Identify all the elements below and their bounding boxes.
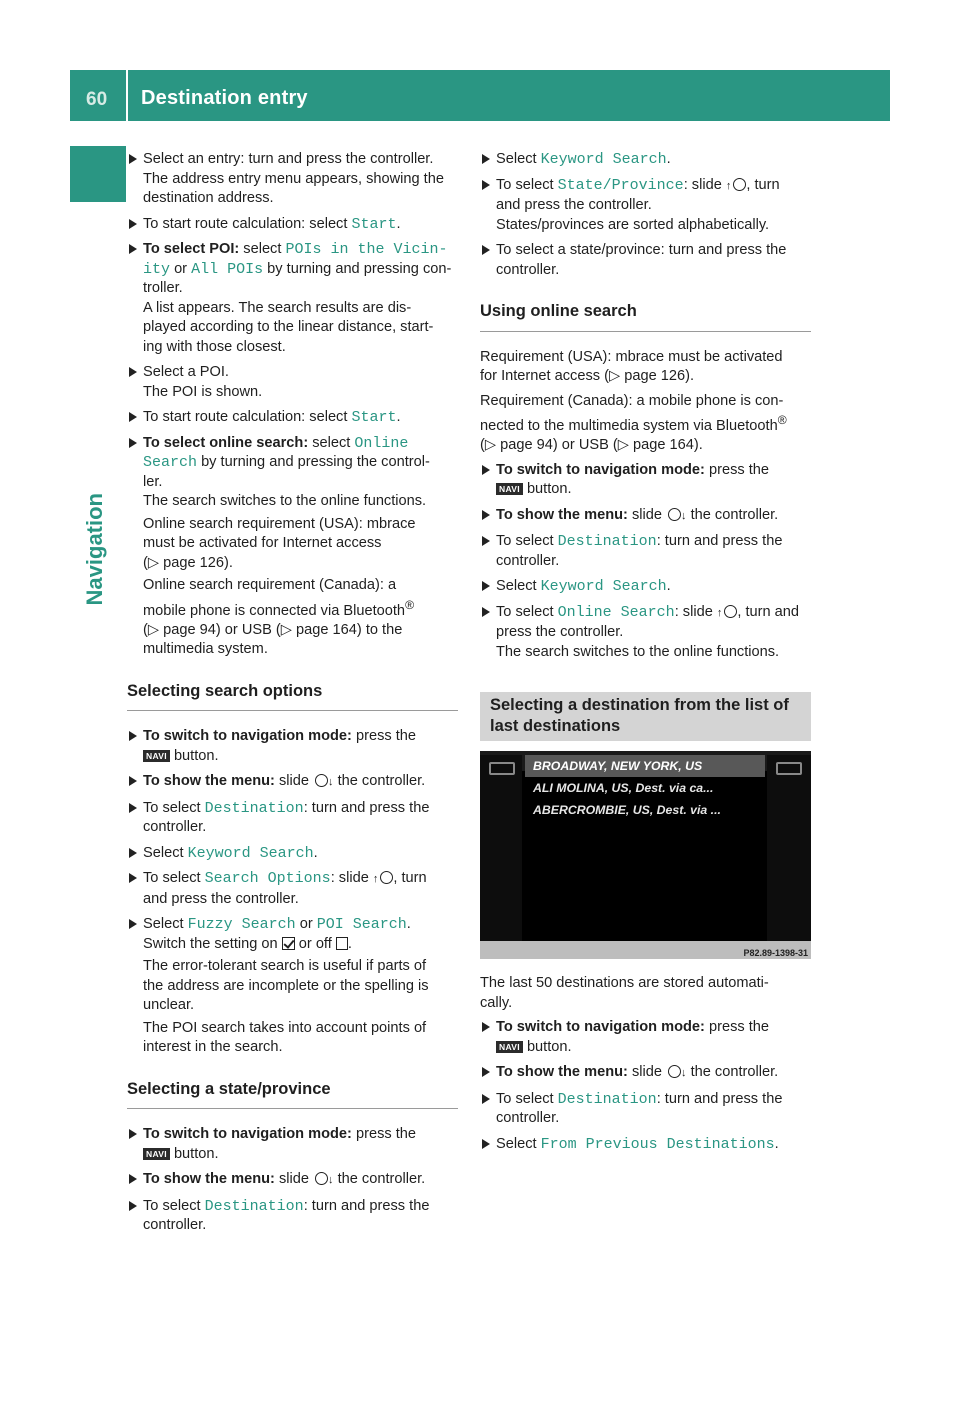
slide-down-icon: ↓ <box>681 509 687 522</box>
step-arrow-icon <box>482 510 490 520</box>
step-arrow-icon <box>482 465 490 475</box>
step-state-province: To select State/Province: slide ↑ , turn and press the controller. States/provinces are sorted alphabetically. <box>480 176 811 236</box>
step-arrow-icon <box>482 1094 490 1104</box>
menu-item-destination: Destination <box>204 1197 304 1215</box>
menu-item-fuzzy-search: Fuzzy Search <box>187 916 296 934</box>
step-arrow-icon <box>129 776 137 786</box>
step-nav-mode: To switch to navigation mode: press the NAVI button. <box>127 727 458 766</box>
step-arrow-icon <box>129 848 137 858</box>
step-keyword-search-r2: Select Keyword Search. <box>480 577 811 597</box>
step-show-menu-r2: To show the menu: slide ↓ the controller. <box>480 1063 811 1084</box>
image-code: P82.89-1398-31 <box>743 948 808 959</box>
step-arrow-icon <box>129 1201 137 1211</box>
destination-list-item: BROADWAY, NEW YORK, US <box>525 755 765 777</box>
back-icon <box>776 762 802 775</box>
step-arrow-icon <box>129 367 137 377</box>
slide-up-icon: ↑ <box>725 179 732 192</box>
menu-item-from-previous-destinations: From Previous Destinations <box>540 1135 775 1153</box>
step-show-menu-2: To show the menu: slide ↓ the controller. <box>127 1170 458 1191</box>
navi-button-icon: NAVI <box>143 750 170 762</box>
step-start-route-2: To start route calculation: select Start. <box>127 408 458 428</box>
step-arrow-icon <box>129 244 137 254</box>
destination-list-item: ABERCROMBIE, US, Dest. via ... <box>533 803 721 818</box>
controller-icon <box>315 774 328 787</box>
step-arrow-icon <box>482 536 490 546</box>
checkbox-empty-icon <box>336 937 348 950</box>
page-header <box>70 70 890 121</box>
navi-button-icon: NAVI <box>496 483 523 495</box>
menu-item-destination: Destination <box>557 1090 657 1108</box>
controller-icon <box>315 1172 328 1185</box>
controller-icon <box>380 871 393 884</box>
step-select-a-poi: Select a POI. The POI is shown. <box>127 363 458 402</box>
controller-icon <box>668 508 681 521</box>
display-screenshot <box>480 751 811 959</box>
step-fuzzy-poi-search: Select Fuzzy Search or POI Search. Switch the setting on or off . The error-tolerant search is useful if parts of the address are incomplete or the spelling is unclear. The POI search takes into account points of interest in the search. <box>127 915 458 1058</box>
step-arrow-icon <box>129 919 137 929</box>
menu-item-search-options: Search Options <box>204 870 331 888</box>
section-heading-last-destinations: Selecting a destination from the list of last destinations <box>480 692 811 741</box>
menu-item-destination: Destination <box>204 799 304 817</box>
step-arrow-icon <box>482 180 490 190</box>
step-arrow-icon <box>129 873 137 883</box>
step-nav-mode-2: To switch to navigation mode: press the NAVI button. <box>127 1125 458 1164</box>
navi-button-icon: NAVI <box>496 1041 523 1053</box>
step-select-destination-r: To select Destination: turn and press the controller. <box>480 532 811 571</box>
header-divider <box>126 70 128 121</box>
step-nav-mode-r: To switch to navigation mode: press the NAVI button. <box>480 461 811 500</box>
destination-list <box>525 755 765 821</box>
chapter-label: Navigation <box>82 493 107 606</box>
step-select-poi: To select POI: select POIs in the Vicin‐ ity or All POIs by turning and pressing con- troller. A list appears. The search results are dis- played according to the linear distance, start- ing with those closest. <box>127 240 458 357</box>
menu-item-start: Start <box>351 409 397 426</box>
step-arrow-icon <box>482 607 490 617</box>
menu-item-pois-vicinity: POIs in the Vicin‐ <box>285 241 448 258</box>
requirement-usa: Requirement (USA): mbrace must be activated for Internet access (▷ page 126). <box>480 348 783 384</box>
slide-down-icon: ↓ <box>681 1067 687 1080</box>
requirement-canada: Requirement (Canada): a mobile phone is con- nected to the multimedia system via Bluetooth® (▷ page 94) or USB (▷ page 164). <box>480 392 787 454</box>
step-start-route: To start route calculation: select Start. <box>127 215 458 235</box>
step-online-search-r: To select Online Search: slide ↑ , turn and press the controller. The search switches to the online functions. <box>480 603 811 663</box>
step-select-destination: To select Destination: turn and press the controller. <box>127 799 458 838</box>
step-search-options: To select Search Options: slide ↑ , turn and press the controller. <box>127 869 458 909</box>
menu-item-destination: Destination <box>557 533 657 551</box>
step-arrow-icon <box>129 1129 137 1139</box>
step-nav-mode-r2: To switch to navigation mode: press the NAVI button. <box>480 1018 811 1057</box>
step-arrow-icon <box>482 245 490 255</box>
menu-item-start: Start <box>351 215 397 233</box>
checkbox-checked-icon <box>282 937 295 950</box>
step-select-destination-r2: To select Destination: turn and press the controller. <box>480 1090 811 1129</box>
navi-button-icon: NAVI <box>143 1148 170 1160</box>
step-arrow-icon <box>129 803 137 813</box>
menu-item-poi-search: POI Search <box>316 916 407 934</box>
section-heading-state-province: Selecting a state/province <box>127 1080 458 1110</box>
step-arrow-icon <box>482 1022 490 1032</box>
step-arrow-icon <box>129 412 137 422</box>
step-show-menu-r: To show the menu: slide ↓ the controller. <box>480 506 811 527</box>
step-arrow-icon <box>482 1067 490 1077</box>
slide-down-icon: ↓ <box>328 1174 334 1187</box>
menu-item-keyword-search: Keyword Search <box>187 844 314 862</box>
step-select-entry: Select an entry: turn and press the controller. The address entry menu appears, showing the destination address. <box>127 150 458 209</box>
step-keyword-search: Select Keyword Search. <box>127 844 458 864</box>
step-arrow-icon <box>482 581 490 591</box>
display-left-panel <box>480 755 522 941</box>
display-right-panel <box>767 755 811 941</box>
section-heading-search-options: Selecting search options <box>127 682 458 712</box>
menu-item-online-search: Online <box>354 434 409 452</box>
step-arrow-icon <box>482 1139 490 1149</box>
menu-item-keyword-search: Keyword Search <box>540 578 667 596</box>
last-destinations-note: The last 50 destinations are stored automati- cally. <box>480 975 769 1011</box>
step-arrow-icon <box>129 438 137 448</box>
image-caption-bar <box>480 941 811 959</box>
right-column <box>480 150 811 1160</box>
step-arrow-icon <box>482 154 490 164</box>
menu-item-online-search: Online Search <box>557 603 675 621</box>
step-select-state: To select a state/province: turn and press the controller. <box>480 241 811 280</box>
step-arrow-icon <box>129 154 137 164</box>
slide-up-icon: ↑ <box>716 606 723 619</box>
step-keyword-search-r: Select Keyword Search. <box>480 150 811 170</box>
menu-item-state-province: State/Province <box>557 176 684 194</box>
step-from-previous-destinations: Select From Previous Destinations. <box>480 1135 811 1155</box>
step-arrow-icon <box>129 219 137 229</box>
controller-icon <box>668 1065 681 1078</box>
chapter-sidebar <box>70 121 126 1421</box>
page-number: 60 <box>86 89 108 110</box>
menu-icon <box>489 762 515 775</box>
menu-item-keyword-search: Keyword Search <box>540 151 667 168</box>
menu-item-all-pois: All POIs <box>191 260 264 278</box>
controller-icon <box>724 605 737 618</box>
destination-list-item: ALI MOLINA, US, Dest. via ca... <box>533 781 714 796</box>
left-column <box>127 150 458 1242</box>
controller-icon <box>733 178 746 191</box>
step-arrow-icon <box>129 1174 137 1184</box>
slide-down-icon: ↓ <box>328 776 334 789</box>
step-select-destination-2: To select Destination: turn and press the controller. <box>127 1197 458 1236</box>
step-online-search: To select online search: select Online Search by turning and pressing the control- ler. The search switches to the online functions. Online search requirement (USA): mbrace must be activated for Internet access (▷ page 126). Online search requirement (Canada): a mobile phone is connected via Bluetooth® (▷ page 94) or USB (▷ page 164) to the multimedia system. <box>127 434 458 660</box>
step-show-menu: To show the menu: slide ↓ the controller. <box>127 772 458 793</box>
section-heading-online-search: Using online search <box>480 302 811 332</box>
chapter-marker <box>70 146 126 202</box>
slide-up-icon: ↑ <box>372 873 379 886</box>
page-title: Destination entry <box>141 87 308 109</box>
step-arrow-icon <box>129 731 137 741</box>
